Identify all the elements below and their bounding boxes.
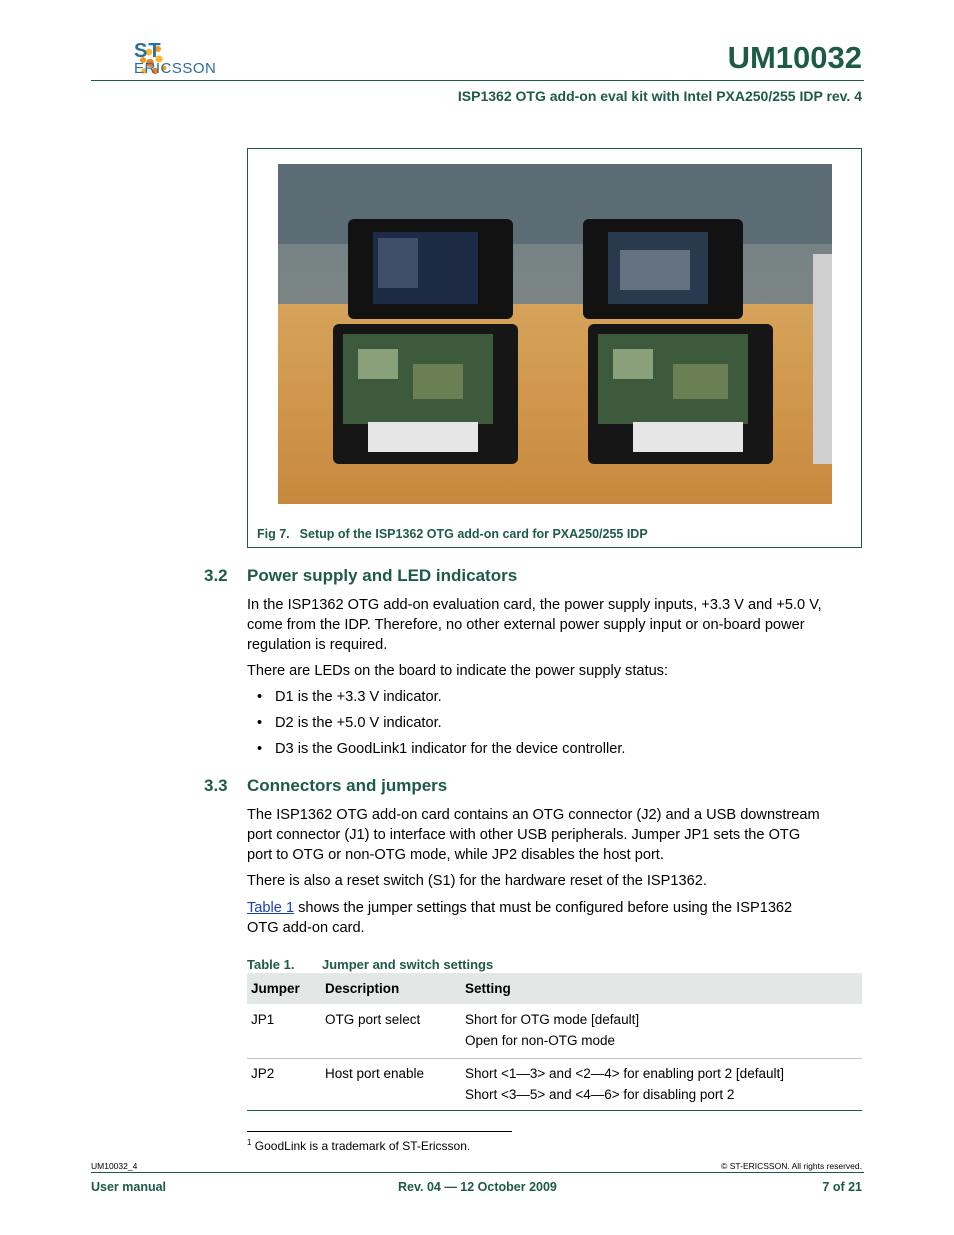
column-header-jumper: Jumper xyxy=(251,981,300,996)
footnote xyxy=(247,1138,470,1153)
text-line: The ISP1362 OTG add-on card contains an OTG connector (J2) and a USB downstream xyxy=(247,807,820,823)
header-divider xyxy=(91,80,864,81)
footnote-mark: 1 xyxy=(247,1138,252,1147)
bullet-icon: • xyxy=(257,741,263,757)
logo-wordmark-ericsson: ERICSSON xyxy=(134,60,217,77)
column-header-setting: Setting xyxy=(465,981,511,996)
paragraph-table-reference xyxy=(247,898,865,938)
bullet-icon: • xyxy=(257,689,263,705)
text-line: port to OTG or non-OTG mode, while JP2 disables the host port. xyxy=(247,847,664,863)
paragraph-connectors xyxy=(247,805,865,865)
text-line: OTG add-on card. xyxy=(247,920,365,936)
footnote-divider xyxy=(247,1131,512,1132)
footer-revision: Rev. 04 — 12 October 2009 xyxy=(398,1180,557,1194)
section-title: Power supply and LED indicators xyxy=(247,566,518,585)
list-item xyxy=(257,713,442,733)
bullet-icon: • xyxy=(257,715,263,731)
section-number: 3.3 xyxy=(204,776,228,795)
footer-page-number: 7 of 21 xyxy=(822,1180,862,1194)
table-cell-setting: Open for non-OTG mode xyxy=(465,1033,616,1048)
logo-wordmark-st: ST xyxy=(134,40,162,62)
list-item xyxy=(257,687,442,707)
table-caption xyxy=(247,957,493,972)
paragraph-reset-switch: There is also a reset switch (S1) for the hardware reset of the ISP1362. xyxy=(247,873,707,889)
list-item xyxy=(257,739,625,759)
text-line xyxy=(247,898,865,918)
table-cell-description: OTG port select xyxy=(325,1012,421,1027)
footer-divider xyxy=(91,1172,864,1173)
table-cell-jumper: JP2 xyxy=(251,1066,275,1081)
table-cell-setting: Short <1—3> and <2—4> for enabling port 2 [default] xyxy=(465,1066,784,1081)
figure-number: Fig 7. xyxy=(257,527,290,541)
footer-document-ref: UM10032_4 xyxy=(91,1161,138,1171)
text-line: come from the IDP. Therefore, no other external power supply input or on-board power xyxy=(247,617,805,633)
table-bottom-rule xyxy=(247,1110,862,1111)
section-heading-3-3 xyxy=(204,776,447,796)
paragraph-power-supply xyxy=(247,595,865,655)
table-1-link[interactable]: Table 1 xyxy=(247,900,295,916)
footer-copyright: © ST-ERICSSON. All rights reserved. xyxy=(721,1161,862,1171)
document-id: UM10032 xyxy=(727,40,862,75)
section-number: 3.2 xyxy=(204,566,228,585)
table-cell-jumper: JP1 xyxy=(251,1012,275,1027)
list-item-text: D3 is the GoodLink1 indicator for the device controller. xyxy=(275,741,626,757)
text-span: shows the jumper settings that must be configured before using the ISP1362 xyxy=(294,900,793,916)
figure-caption xyxy=(257,527,648,541)
table-cell-setting: Short <3—5> and <4—6> for disabling port 2 xyxy=(465,1087,735,1102)
footer-document-type: User manual xyxy=(91,1180,167,1194)
text-line: In the ISP1362 OTG add-on evaluation card, the power supply inputs, +3.3 V and +5.0 V, xyxy=(247,597,822,613)
figure-caption-text: Setup of the ISP1362 OTG add-on card for PXA250/255 IDP xyxy=(299,527,648,541)
paragraph-led-intro: There are LEDs on the board to indicate the power supply status: xyxy=(247,663,669,679)
table-number: Table 1. xyxy=(247,957,295,972)
text-line: regulation is required. xyxy=(247,637,388,653)
footnote-text: GoodLink is a trademark of ST-Ericsson. xyxy=(251,1139,471,1153)
document-subtitle: ISP1362 OTG add-on eval kit with Intel PXA250/255 IDP rev. 4 xyxy=(457,88,862,104)
text-line: port connector (J1) to interface with other USB peripherals. Jumper JP1 sets the OTG xyxy=(247,827,801,843)
table-cell-description: Host port enable xyxy=(325,1066,425,1081)
table-row-divider xyxy=(247,1058,862,1059)
section-title: Connectors and jumpers xyxy=(247,776,448,795)
table-caption-text: Jumper and switch settings xyxy=(322,957,494,972)
section-heading-3-2 xyxy=(204,566,517,586)
column-header-description: Description xyxy=(325,981,400,996)
table-cell-setting: Short for OTG mode [default] xyxy=(465,1012,640,1027)
photo-two-idp-boards-icon xyxy=(278,164,832,504)
list-item-text: D2 is the +5.0 V indicator. xyxy=(275,715,442,731)
list-item-text: D1 is the +3.3 V indicator. xyxy=(275,689,442,705)
